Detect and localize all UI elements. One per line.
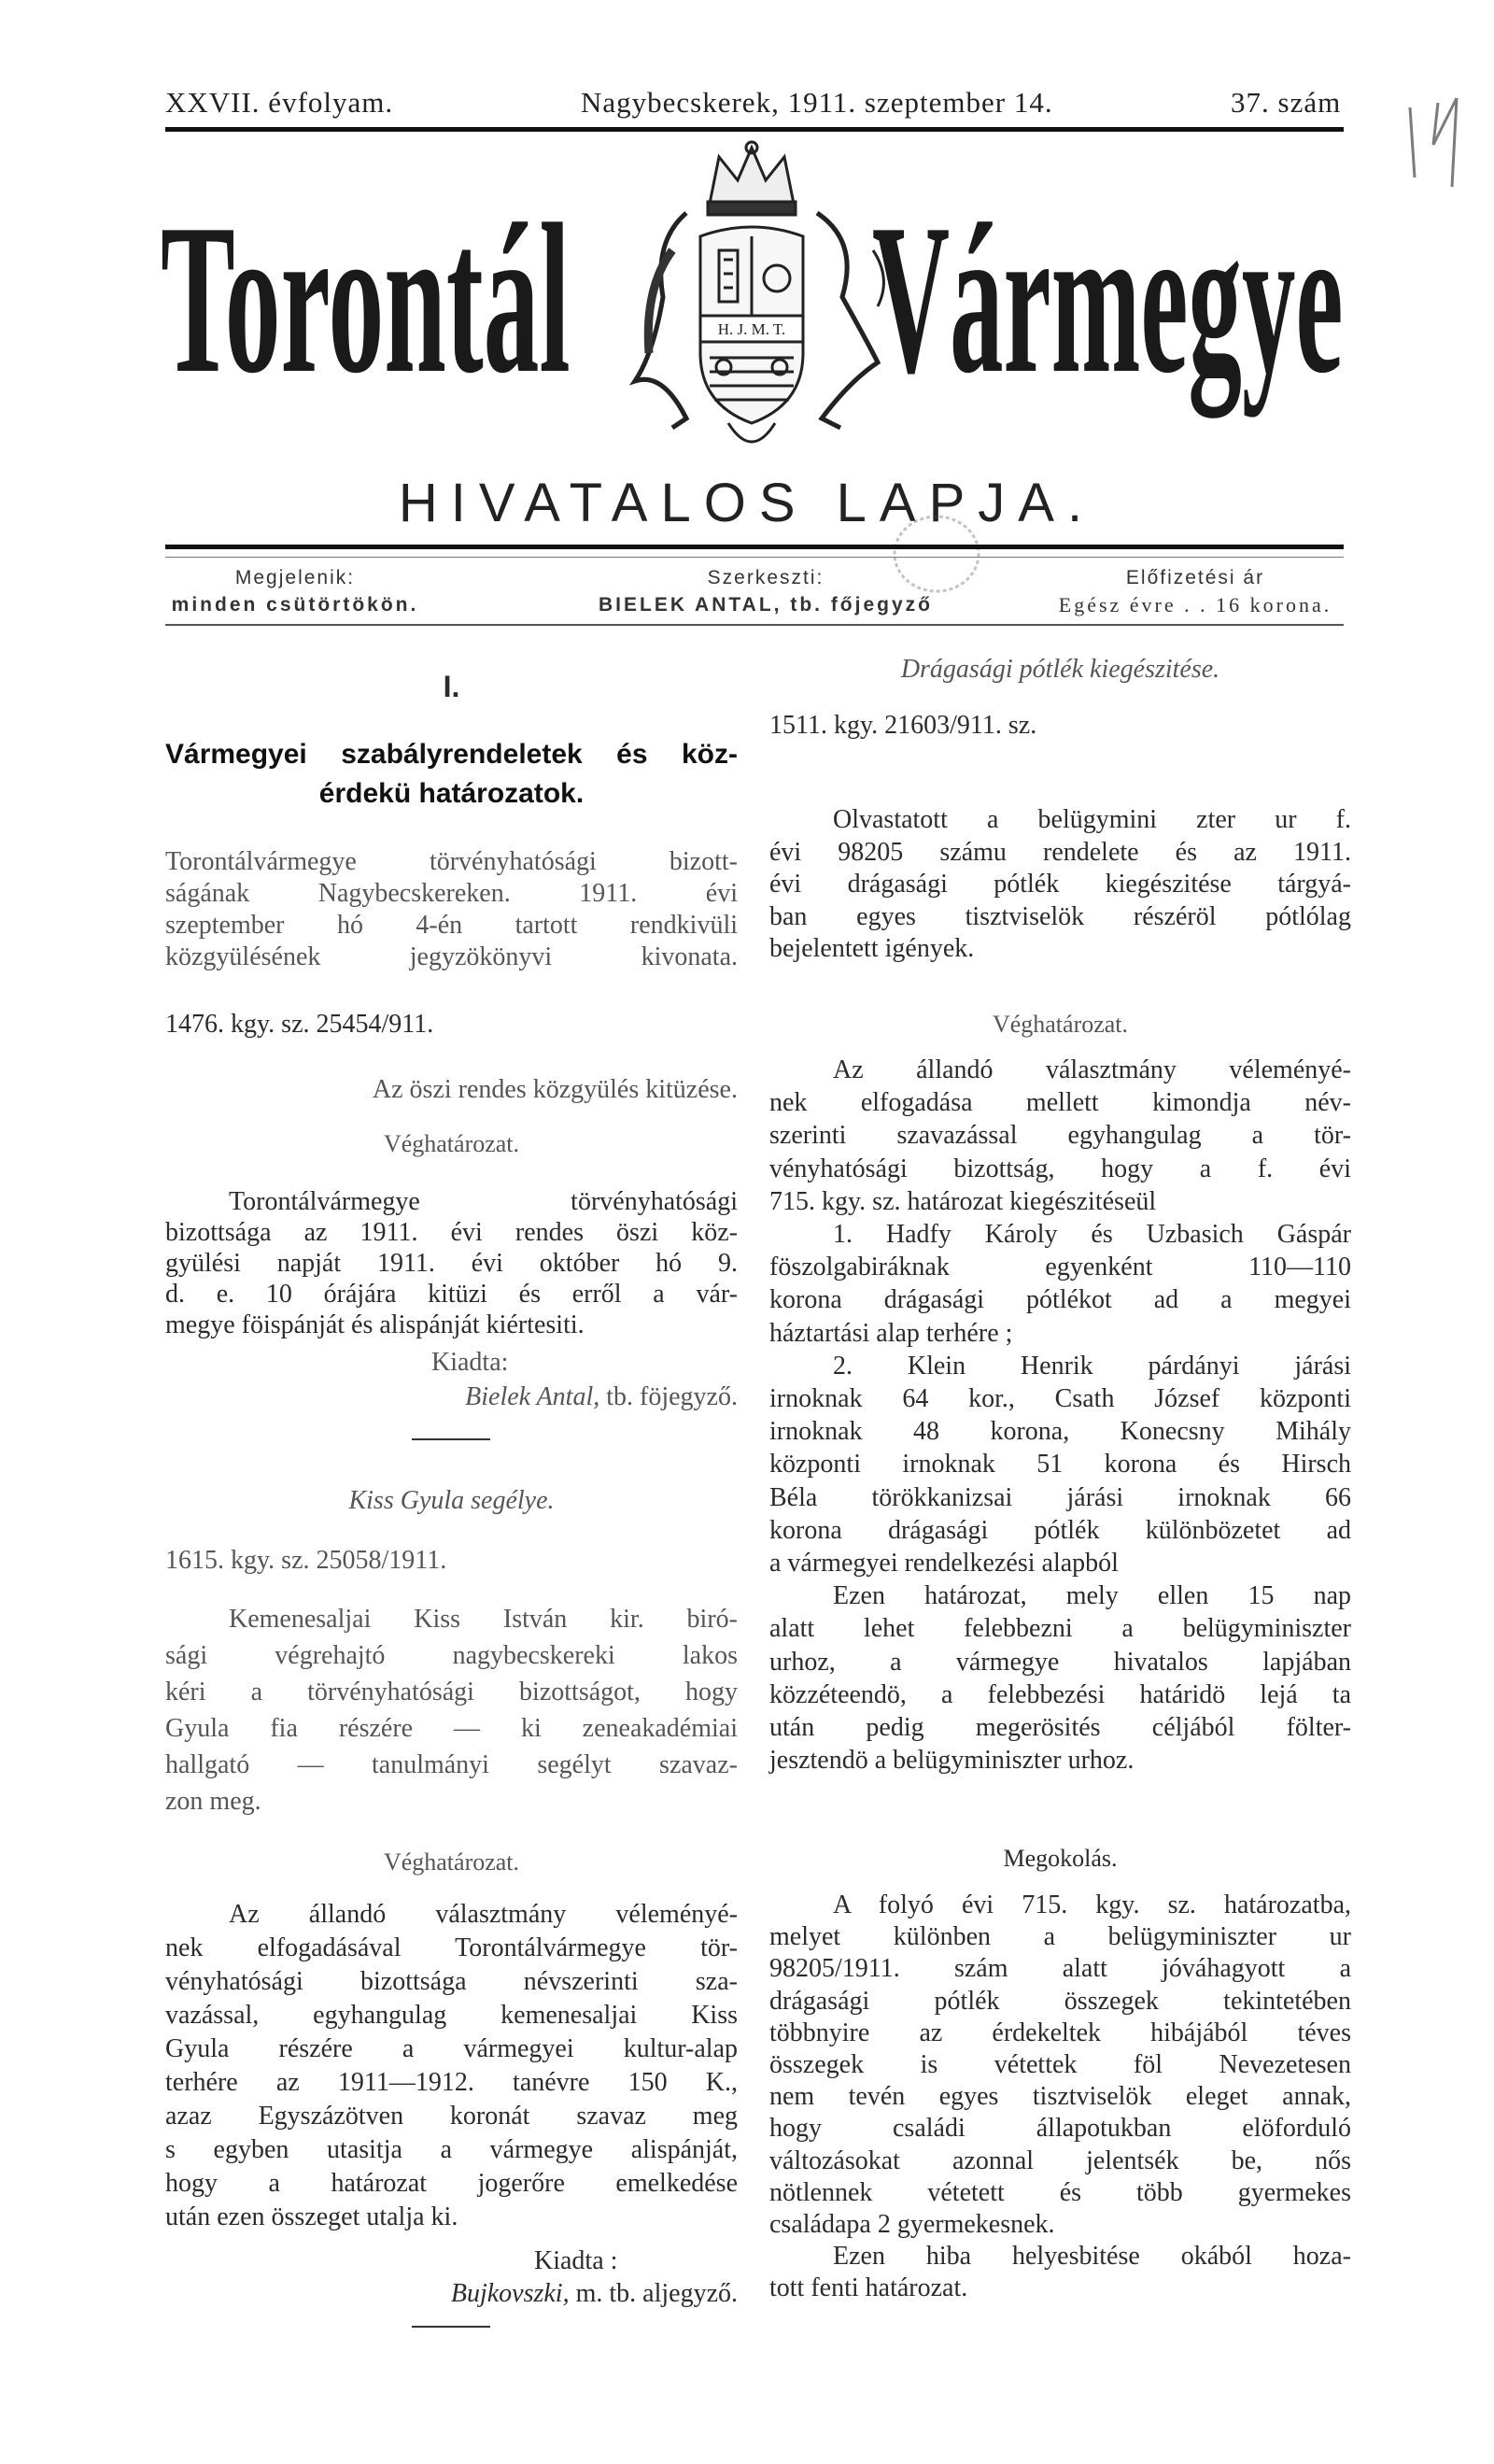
masthead-thin-rule bbox=[165, 557, 1344, 558]
text-line: szeptember hó 4-én tartott rendkivüli bbox=[165, 911, 738, 940]
signer-title: tb. föjegyző. bbox=[606, 1382, 738, 1411]
paragraph bbox=[165, 1898, 738, 2234]
section-number: I. bbox=[443, 670, 460, 703]
text-line: Ezen hiba helyesbitése okából hoza- bbox=[833, 2242, 1351, 2272]
text-line: hogy a határozat jogerőre emelkedése bbox=[165, 2169, 738, 2198]
text-line: 2. Klein Henrik párdányi járási bbox=[833, 1351, 1351, 1381]
text-line: Gyula részére a vármegyei kultur-alap bbox=[165, 2034, 738, 2063]
masthead-bottom-rule bbox=[165, 624, 1344, 626]
text-line: Torontálvármegye törvényhatósági bbox=[229, 1187, 738, 1216]
item2-reference: 1615. kgy. sz. 25058/1911. bbox=[165, 1546, 447, 1575]
editor-label: Szerkeszti: bbox=[707, 567, 825, 588]
text-line: terhére az 1911—1912. tanévre 150 K., bbox=[165, 2068, 738, 2097]
item1-subject: Az öszi rendes közgyülés kitüzése. bbox=[372, 1075, 738, 1104]
text-line: s egyben utasitja a vármegye alispánját, bbox=[165, 2135, 738, 2164]
text-line: vazással, egyhangulag kemenesaljai Kiss bbox=[165, 2001, 738, 2030]
text-line: után pedig megerösités céljából fölter- bbox=[769, 1713, 1351, 1743]
schedule-label: Megjelenik: bbox=[234, 567, 356, 588]
right-reference: 1511. kgy. 21603/911. sz. bbox=[769, 711, 1037, 740]
text-line: zon meg. bbox=[165, 1787, 261, 1816]
item2-decision bbox=[165, 1898, 738, 2234]
heading-line: érdekü határozatok. bbox=[318, 778, 585, 809]
heading-line: Vármegyei szabályrendeletek és köz- bbox=[165, 739, 738, 770]
text-line: megye föispánját és alispánját kiértesiti. bbox=[165, 1310, 585, 1339]
text-line: alatt lehet felebbezni a belügyminiszter bbox=[769, 1614, 1351, 1644]
intro-paragraph bbox=[165, 846, 738, 973]
text-line: nek elfogadásával Torontálvármegye tör- bbox=[165, 1933, 738, 1962]
item2-signature bbox=[165, 2278, 738, 2310]
item2-decision-label: Véghatározat. bbox=[383, 1848, 520, 1876]
text-line: gyülési napját 1911. évi október hó 9. bbox=[165, 1249, 738, 1278]
paragraph bbox=[165, 1186, 738, 1340]
paragraph bbox=[769, 1218, 1351, 1350]
text-line: jesztendö a belügyminiszter urhoz. bbox=[769, 1746, 1135, 1776]
text-line: 98205/1911. szám alatt jóváhagyott a bbox=[769, 1954, 1351, 1984]
item1-decision bbox=[165, 1186, 738, 1340]
item1-decision-label: Véghatározat. bbox=[383, 1130, 520, 1157]
right-title: Drágasági pótlék kiegészitése. bbox=[900, 655, 1220, 684]
item2-issued-label: Kiadta : bbox=[534, 2246, 618, 2275]
text-line: évi drágasági pótlék kiegészitése tárgyá- bbox=[769, 870, 1351, 899]
text-line: irnoknak 48 korona, Konecsny Mihály bbox=[769, 1417, 1351, 1447]
right-decision bbox=[769, 1054, 1351, 1777]
text-line: irnoknak 64 kor., Csath József központi bbox=[769, 1384, 1351, 1414]
text-line: bejelentett igények. bbox=[769, 934, 975, 963]
text-line: korona drágasági pótlék különbözetet ad bbox=[769, 1515, 1351, 1545]
editor-info bbox=[560, 565, 971, 619]
paragraph bbox=[769, 804, 1351, 966]
paragraph bbox=[769, 2241, 1351, 2304]
text-line: melyet különben a belügyminiszter ur bbox=[769, 1922, 1351, 1952]
text-line: A folyó évi 715. kgy. sz. határozatba, bbox=[833, 1890, 1351, 1919]
item1-signature bbox=[165, 1381, 738, 1413]
text-line: korona drágasági pótlékot ad a megyei bbox=[769, 1285, 1351, 1315]
issue-number: 37. szám bbox=[1231, 86, 1342, 119]
text-line: d. e. 10 órájára kitüzi és erről a vár- bbox=[165, 1280, 738, 1309]
text-line: nek elfogadása mellett kimondja név- bbox=[769, 1088, 1351, 1118]
text-line: családapa 2 gyermekesnek. bbox=[769, 2210, 1055, 2240]
text-line: Torontálvármegye törvényhatósági bizott- bbox=[165, 847, 738, 876]
item2-request bbox=[165, 1601, 738, 1820]
paragraph bbox=[165, 846, 738, 973]
section-divider bbox=[412, 2326, 490, 2328]
subscription-value: Egész évre . . 16 korona. bbox=[1058, 593, 1332, 616]
text-line: föszolgabiráknak egyenként 110—110 bbox=[769, 1253, 1351, 1282]
text-line: Ezen határozat, mely ellen 15 nap bbox=[833, 1581, 1351, 1611]
masthead-double-rule bbox=[165, 545, 1344, 549]
handwritten-mark bbox=[1401, 89, 1475, 191]
text-line: bizottsága az 1911. évi rendes öszi köz- bbox=[165, 1218, 738, 1247]
text-line: ban egyes tisztviselök részéröl pótlólag bbox=[769, 901, 1351, 931]
paragraph bbox=[769, 1890, 1351, 2241]
text-line: hogy családi állapotukban elöforduló bbox=[769, 2114, 1351, 2144]
text-line: összegek is vétettek föl Nevezetesen bbox=[769, 2050, 1351, 2080]
text-line: Béla törökkanizsai járási irnoknak 66 bbox=[769, 1482, 1351, 1512]
text-line: nem tevén egyes tisztviselök eleget annak, bbox=[769, 2082, 1351, 2112]
volume-label: XXVII. évfolyam. bbox=[165, 86, 394, 119]
text-line: Az állandó választmány véleményé- bbox=[229, 1900, 738, 1929]
text-line: 1. Hadfy Károly és Uzbasich Gáspár bbox=[833, 1220, 1351, 1250]
text-line: kéri a törvényhatósági bizottságot, hogy bbox=[165, 1678, 738, 1706]
reasoning-label: Megokolás. bbox=[1003, 1845, 1118, 1872]
item2-title: Kiss Gyula segélye. bbox=[348, 1486, 555, 1515]
text-line: a vármegyei rendelkezési alapból bbox=[769, 1549, 1119, 1579]
text-line: háztartási alap terhére ; bbox=[769, 1318, 1013, 1348]
text-line: tott fenti határozat. bbox=[769, 2273, 968, 2303]
text-line: többnyire az érdekeltek hibájából téves bbox=[769, 2018, 1351, 2047]
text-line: közgyülésének jegyzökönyvi kivonata. bbox=[165, 942, 738, 971]
subtitle: HIVATALOS LAPJA. bbox=[398, 473, 1096, 533]
reasoning bbox=[769, 1890, 1351, 2305]
text-line: azaz Egyszázötven koronát szavaz meg bbox=[165, 2102, 738, 2131]
paragraph bbox=[165, 1601, 738, 1820]
text-line: ságának Nagybecskereken. 1911. évi bbox=[165, 879, 738, 908]
text-line: Olvastatott a belügymini zter ur f. bbox=[833, 805, 1351, 834]
signer-name: Bielek Antal, bbox=[465, 1382, 600, 1411]
text-line: szerinti szavazással egyhangulag a tör- bbox=[769, 1121, 1351, 1151]
text-line: évi 98205 számu rendelete és az 1911. bbox=[769, 837, 1351, 867]
text-line: 715. kgy. sz. határozat kiegészitéseül bbox=[769, 1186, 1157, 1216]
publication-schedule bbox=[90, 565, 500, 619]
item1-issued-label: Kiadta: bbox=[431, 1348, 509, 1377]
text-line: sági végrehajtó nagybecskereki lakos bbox=[165, 1641, 738, 1670]
paragraph bbox=[769, 1350, 1351, 1579]
subscription-info bbox=[990, 565, 1401, 619]
text-line: vényhatósági bizottság, hogy a f. évi bbox=[769, 1154, 1351, 1183]
text-line: után ezen összeget utalja ki. bbox=[165, 2202, 458, 2231]
text-line: nötlennek vétetett és több gyermekes bbox=[769, 2177, 1351, 2207]
text-line: közzéteendö, a felebbezési határidö lejá ta bbox=[769, 1679, 1351, 1709]
text-line: urhoz, a vármegye hivatalos lapjában bbox=[769, 1647, 1351, 1677]
editor-value: BIELEK ANTAL, tb. főjegyző bbox=[599, 594, 933, 616]
section-divider bbox=[412, 1438, 490, 1440]
signer-title: m. tb. aljegyző. bbox=[575, 2279, 738, 2308]
right-decision-label: Véghatározat. bbox=[992, 1011, 1129, 1038]
place-date: Nagybecskerek, 1911. szeptember 14. bbox=[581, 86, 1053, 119]
coat-of-arms-emblem bbox=[598, 138, 906, 460]
schedule-value: minden csütörtökön. bbox=[171, 594, 419, 616]
section-heading bbox=[165, 735, 738, 814]
text-line: változásokat azonnal jelentsék be, nős bbox=[769, 2145, 1351, 2175]
subscription-label: Előfizetési ár bbox=[1125, 567, 1265, 588]
text-line: központi irnoknak 51 korona és Hirsch bbox=[769, 1450, 1351, 1480]
right-intro bbox=[769, 804, 1351, 966]
text-line: hallgató — tanulmányi segélyt szavaz- bbox=[165, 1750, 738, 1779]
paragraph bbox=[769, 1579, 1351, 1777]
title-left: Torontál bbox=[161, 179, 571, 418]
title-right: Vármegye bbox=[872, 179, 1344, 418]
text-line: drágasági pótlék összegek tekintetében bbox=[769, 1986, 1351, 2016]
paragraph bbox=[769, 1054, 1351, 1218]
text-line: vényhatósági bizottsága névszerinti sza- bbox=[165, 1967, 738, 1996]
emblem-text: H. J. M. T. bbox=[717, 320, 786, 338]
masthead-top-rule bbox=[165, 127, 1344, 132]
text-line: Az állandó választmány véleményé- bbox=[833, 1055, 1351, 1084]
item1-reference: 1476. kgy. sz. 25454/911. bbox=[165, 1010, 434, 1039]
signer-name: Bujkovszki, bbox=[450, 2279, 570, 2308]
text-line: Kemenesaljai Kiss István kir. biró- bbox=[229, 1605, 738, 1634]
text-line: Gyula fia részére — ki zeneakadémiai bbox=[165, 1714, 738, 1743]
